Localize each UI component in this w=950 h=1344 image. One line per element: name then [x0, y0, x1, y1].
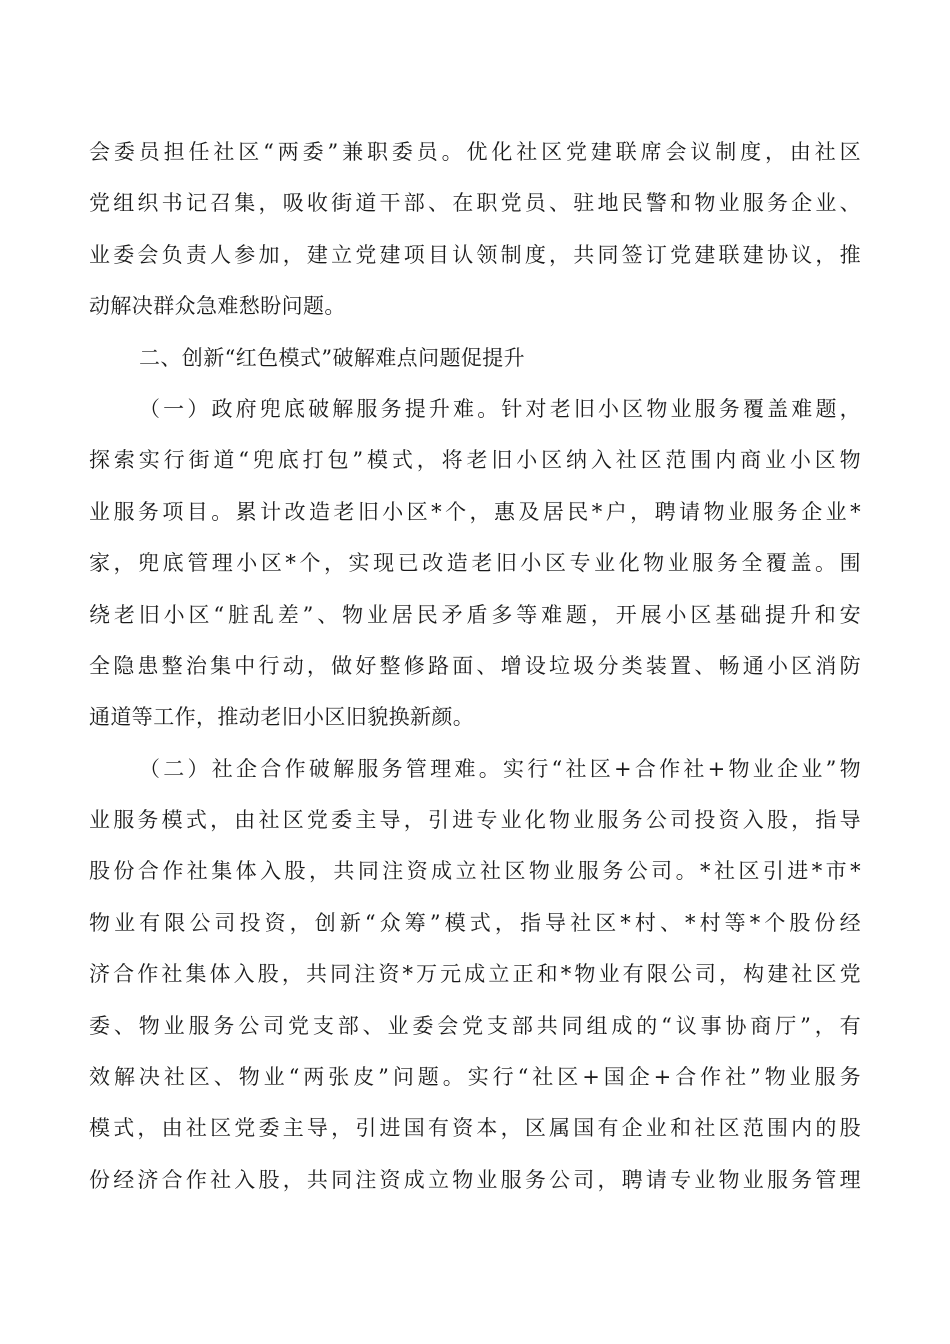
text-line: 绕老旧小区“脏乱差”、物业居民矛盾多等难题，开展小区基础提升和安	[89, 602, 861, 627]
text-line: 动解决群众急难愁盼问题。	[89, 294, 346, 319]
text-line: 委、物业服务公司党支部、业委会党支部共同组成的“议事协商厅”，有	[89, 1013, 861, 1038]
text-line: 份经济合作社入股，共同注资成立物业服务公司，聘请专业物业服务管理	[89, 1167, 861, 1192]
text-line: 业服务项目。累计改造老旧小区*个，惠及居民*户，聘请物业服务企业*	[89, 499, 861, 524]
document-body	[89, 132, 861, 1211]
text-line: 效解决社区、物业“两张皮”问题。实行“社区+国企+合作社”物业服务	[89, 1065, 861, 1090]
text-line: （二）社企合作破解服务管理难。实行“社区+合作社+物业企业”物	[139, 756, 861, 781]
section-heading: 二、创新“红色模式”破解难点问题促提升	[139, 345, 526, 370]
text-line: 探索实行街道“兜底打包”模式，将老旧小区纳入社区范围内商业小区物	[89, 448, 861, 473]
text-line: （一）政府兜底破解服务提升难。针对老旧小区物业服务覆盖难题，	[139, 396, 861, 421]
text-line: 通道等工作，推动老旧小区旧貌换新颜。	[89, 705, 475, 730]
text-line: 物业有限公司投资，创新“众筹”模式，指导社区*村、*村等*个股份经	[89, 910, 861, 935]
text-line: 全隐患整治集中行动，做好整修路面、增设垃圾分类装置、畅通小区消防	[89, 653, 861, 678]
text-line: 业服务模式，由社区党委主导，引进专业化物业服务公司投资入股，指导	[89, 808, 861, 833]
text-line: 业委会负责人参加，建立党建项目认领制度，共同签订党建联建协议，推	[89, 242, 861, 267]
text-line: 会委员担任社区“两委”兼职委员。优化社区党建联席会议制度，由社区	[89, 140, 861, 164]
text-line: 党组织书记召集，吸收街道干部、在职党员、驻地民警和物业服务企业、	[89, 191, 861, 216]
text-line: 模式，由社区党委主导，引进国有资本，区属国有企业和社区范围内的股	[89, 1116, 861, 1141]
text-line: 济合作社集体入股，共同注资*万元成立正和*物业有限公司，构建社区党	[89, 962, 861, 987]
text-line: 股份合作社集体入股，共同注资成立社区物业服务公司。*社区引进*市*	[89, 859, 861, 884]
text-line: 家，兜底管理小区*个，实现已改造老旧小区专业化物业服务全覆盖。围	[89, 551, 861, 576]
